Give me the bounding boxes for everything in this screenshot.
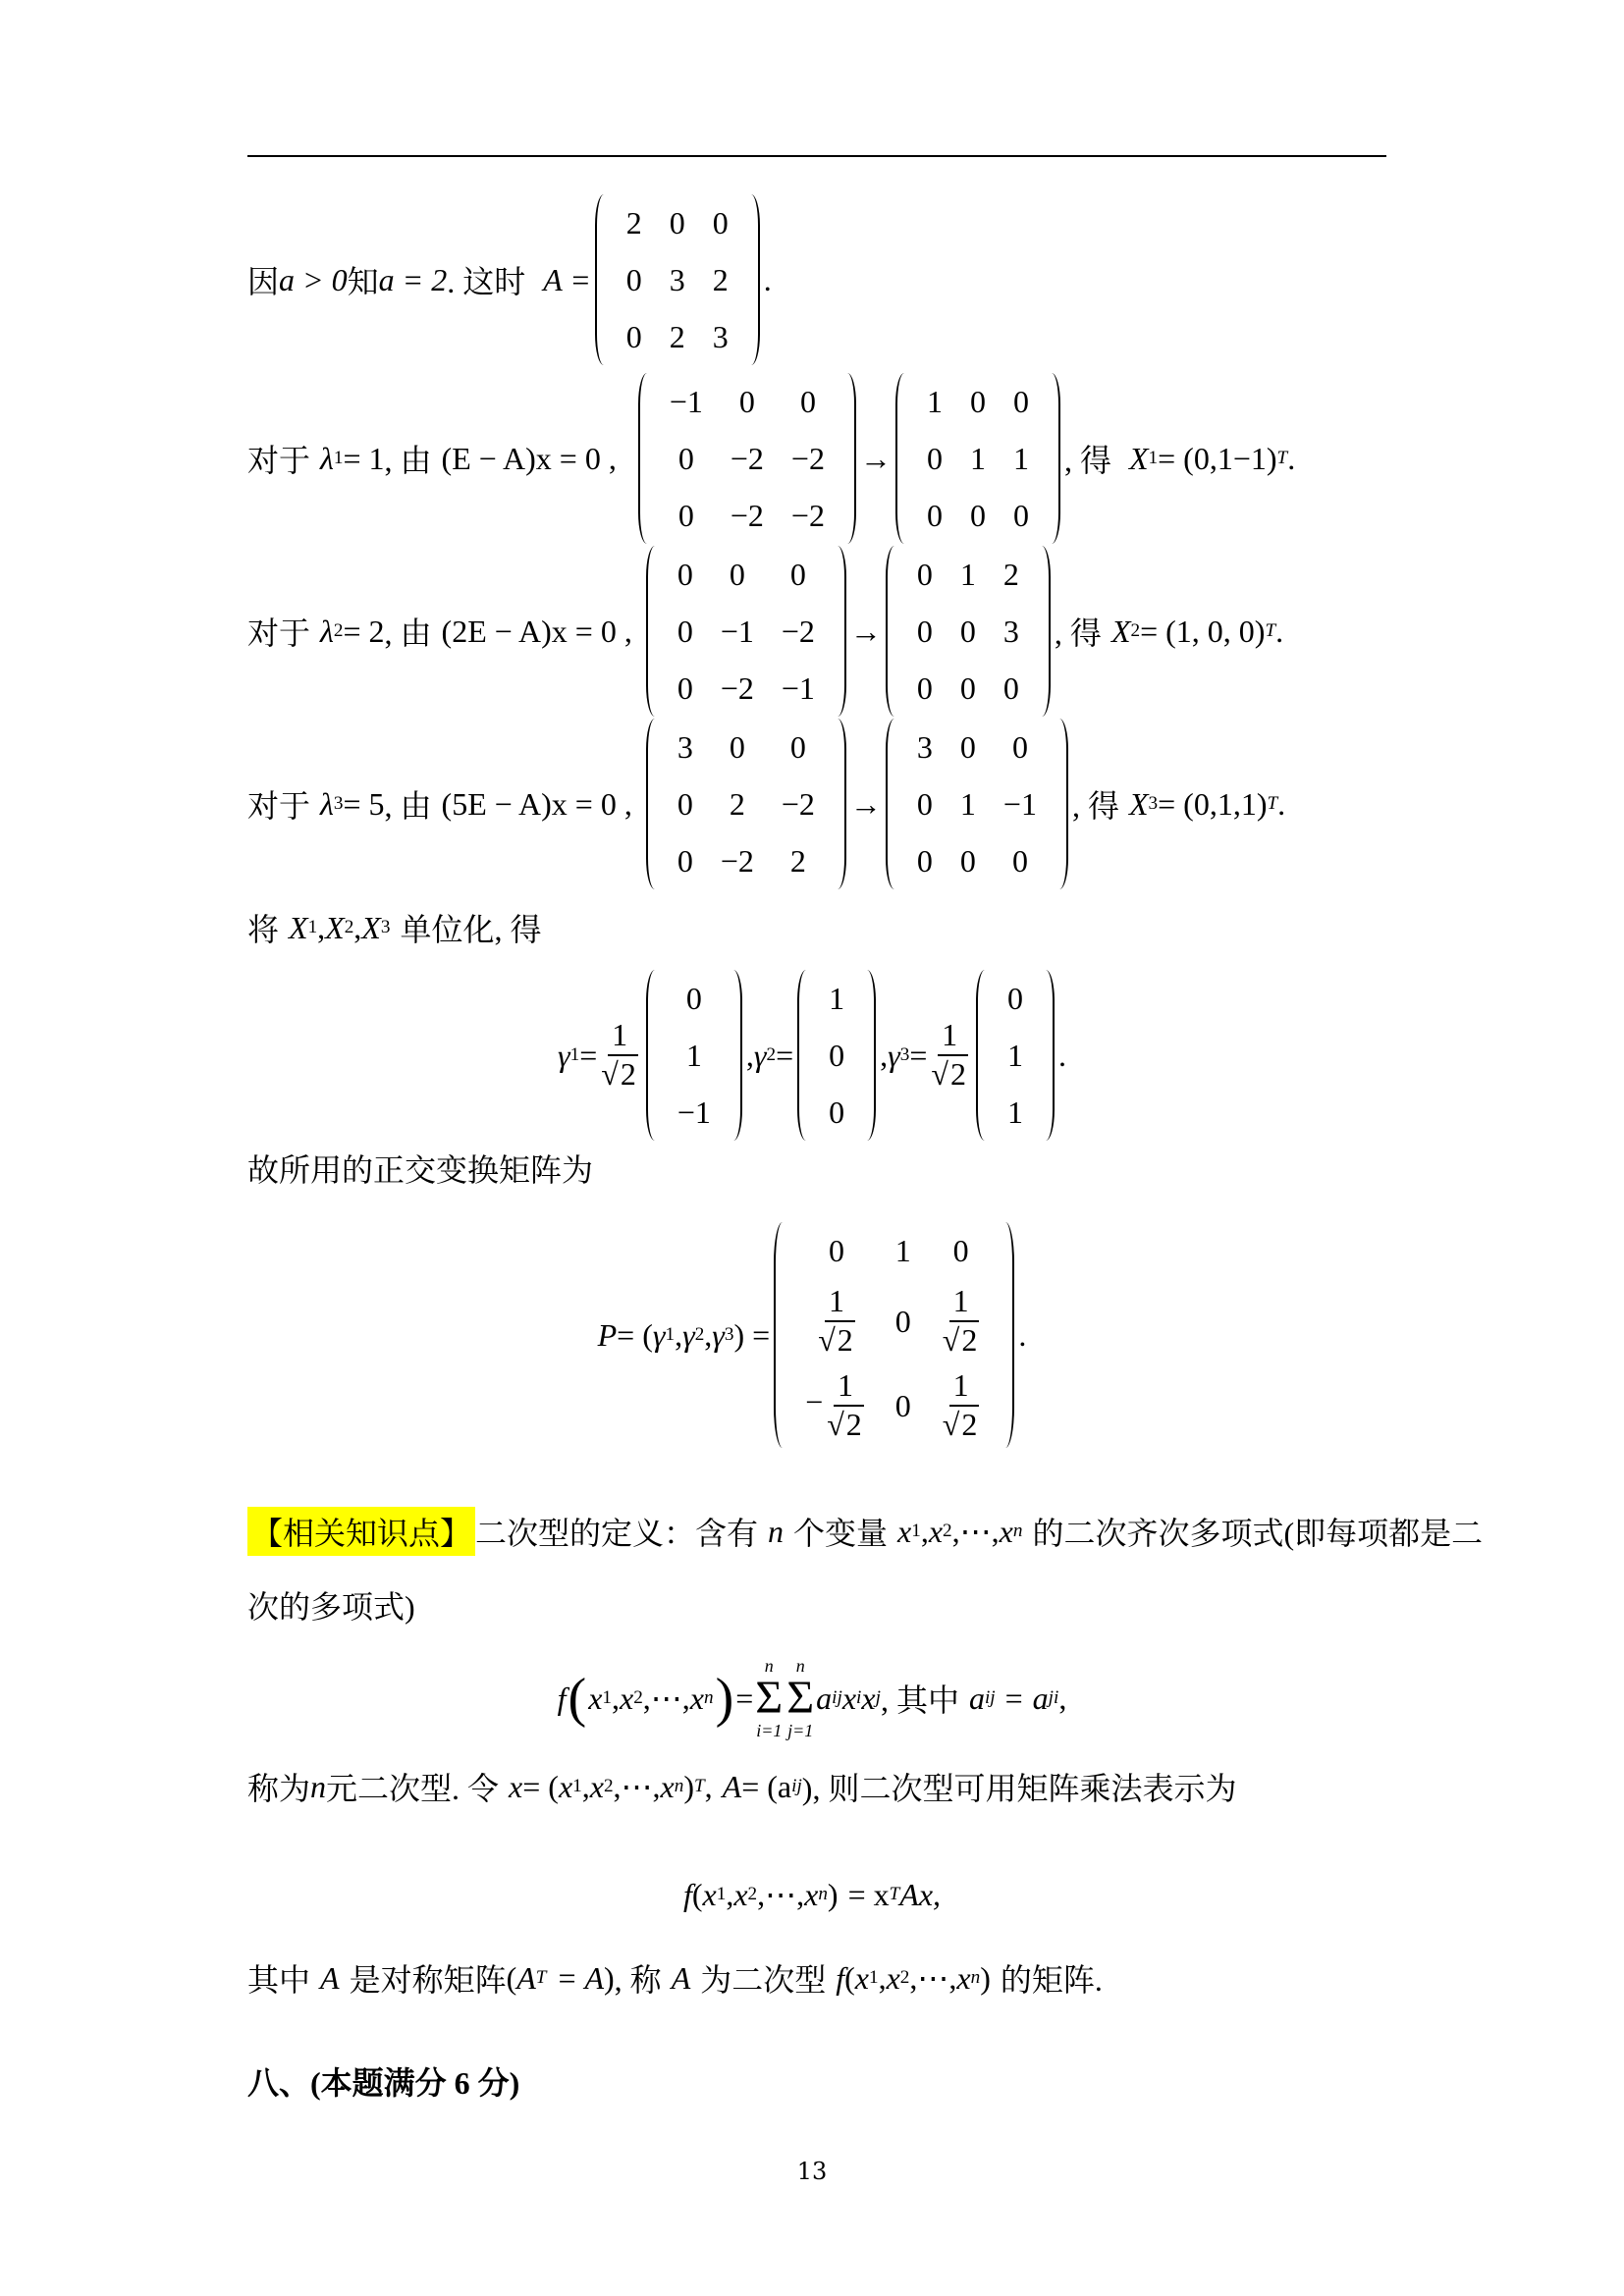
matrix-cell: 0: [729, 556, 745, 592]
header-rule: [247, 155, 1386, 157]
knowledge-tag: 【相关知识点】: [247, 1507, 475, 1556]
matrix-cell: 0: [729, 728, 745, 765]
matrix-cell: 0: [969, 497, 986, 533]
normalize-line: 将 X 1 , X 2 , X 3 单位化, 得: [247, 909, 542, 947]
matrix-e3-a: [646, 719, 846, 889]
matrix-cell: 0: [926, 440, 943, 476]
matrix-cell: 2: [729, 785, 745, 822]
matrix-cell: 1: [969, 440, 986, 476]
matrix-cell: −1: [677, 1094, 711, 1130]
matrix-cell: 1: [1012, 440, 1029, 476]
eigen-row-3: 对于 λ 3 = 5 , 由 (5E − A)x = 0 , 3 0 0 0 2 −2 0 −2 2 → 3 0 0 0 1 −1 0 0 0 , 得 X 3 = (0,1,1) T .: [247, 711, 1285, 897]
matrix-cell: −1: [781, 669, 815, 706]
matrix-e2-a: [646, 546, 846, 717]
matrix-cell: 0: [677, 556, 693, 592]
matrix-cell: 1: [1006, 1037, 1023, 1073]
matrix-cell: 0: [677, 842, 693, 879]
matrix-cell: 0: [926, 497, 943, 533]
knowledge-line: 【相关知识点】 二次型的定义：含有 n 个变量 x 1 , x 2 , ⋯ , x n 的二次齐次多项式(即每项都是二: [247, 1507, 1483, 1556]
symmetric-line: 其中 A 是对称矩阵 ( A T = A ) , 称 A 为二次型 f ( x 1 , x 2 , ⋯ , x n ) 的矩阵.: [247, 1959, 1103, 1998]
matrix-form-equation: f ( x 1 , x 2 , ⋯ , x n ) = x T Ax,: [682, 1876, 942, 1912]
matrix-cell: 1: [1006, 1094, 1023, 1130]
matrix-cell: 0: [789, 556, 806, 592]
matrix-cell: −2: [790, 440, 825, 476]
matrix-cell: 3: [1002, 613, 1019, 649]
page-number: 13: [796, 2158, 828, 2185]
matrix-cell: 2: [1002, 556, 1019, 592]
section-8-heading: 八、(本题满分 6 分): [247, 2065, 520, 2101]
matrix-cell: −1: [720, 613, 754, 649]
matrix-p: 0 1 0 $\frac{1}{√2}$ 0 $\frac{1}{√2}$ − $\frac{1}{√2}$ 0 $\frac{1}{√2}$: [774, 1222, 1014, 1448]
matrix-cell: −1: [1002, 785, 1037, 822]
matrix-cell: 1: [926, 383, 943, 419]
quadratic-form-definition: f ( x 1 , x 2 , ⋯ , x n ) = n Σ i=1 n Σ j=1 a ij x i x j , 其中 a ij = a ji ,: [557, 1656, 1067, 1740]
matrix-e1-b: [895, 373, 1060, 544]
matrix-cell: 0: [677, 613, 693, 649]
matrix-e1-a: [638, 373, 856, 544]
matrix-cell: 2: [625, 204, 642, 240]
matrix-cell: 0: [959, 842, 976, 879]
matrix-cell: 0: [916, 556, 933, 592]
p-matrix-equation: P = ( γ 1 , γ 2 , γ 3 ) = 0 1 0 $\frac{1}{√2}$ 0 $\frac{1}{√2}$ − $\frac{1}{√2}$ 0 $\frac{1}{√2}$ .: [0, 1193, 1624, 1477]
knowledge-line-2: 次的多项式): [247, 1589, 415, 1625]
matrix-cell: 2: [669, 318, 685, 354]
matrix-cell: 0: [916, 842, 933, 879]
matrix-cell: 2: [789, 842, 806, 879]
matrix-cell: 0: [1012, 497, 1029, 533]
matrix-cell: 0: [1006, 980, 1023, 1016]
matrix-cell: −2: [730, 440, 764, 476]
matrix-cell: −2: [730, 497, 764, 533]
matrix-cell: −1: [669, 383, 703, 419]
matrix-cell: 3: [916, 728, 933, 765]
matrix-cell: 0: [1012, 383, 1029, 419]
matrix-e3-b: [886, 719, 1068, 889]
matrix-cell: 0: [1002, 669, 1019, 706]
matrix-e2-b: [886, 546, 1051, 717]
matrix-cell: 0: [789, 728, 806, 765]
gamma-vectors: γ 1 = $\frac{1}{√2}$ 0 1 −1 , γ 2 = 1 0 0 , γ 3 = $\frac{1}{√2}$ 0 1 1 .: [0, 977, 1624, 1134]
matrix-cell: −2: [781, 613, 815, 649]
matrix-cell: 0: [916, 785, 933, 822]
matrix-cell: 1: [959, 785, 976, 822]
matrix-cell: 0: [1011, 842, 1028, 879]
matrix-cell: −2: [720, 669, 754, 706]
matrix-cell: 0: [712, 204, 729, 240]
matrix-cell: 0: [969, 383, 986, 419]
matrix-cell: 0: [677, 440, 694, 476]
matrix-cell: 3: [677, 728, 693, 765]
matrix-cell: 1: [685, 1037, 702, 1073]
matrix-cell: 0: [1011, 728, 1028, 765]
matrix-cell: 0: [677, 497, 694, 533]
n-form-line: 称为 n 元二次型. 令 x = ( x 1 , x 2 , ⋯ , x n ) T , A = (a ij ), 则二次型可用矩阵乘法表示为: [247, 1768, 1237, 1806]
matrix-cell: 0: [625, 318, 642, 354]
matrix-cell: 0: [829, 1037, 845, 1073]
matrix-cell: 3: [712, 318, 729, 354]
matrix-cell: −2: [781, 785, 815, 822]
matrix-cell: 0: [799, 383, 816, 419]
matrix-cell: 0: [916, 669, 933, 706]
matrix-cell: 0: [959, 613, 976, 649]
matrix-cell: 0: [959, 669, 976, 706]
matrix-cell: 0: [677, 785, 693, 822]
matrix-cell: 0: [685, 980, 702, 1016]
matrix-cell: 0: [625, 261, 642, 297]
matrix-cell: −2: [720, 842, 754, 879]
matrix-cell: 0: [738, 383, 755, 419]
eigen-row-1: 对于 λ 1 = 1 , 由 (E − A)x = 0 , −1 0 0 0 −2 −2 0 −2 −2 → 1 0 0 0 1 1 0 0 0 , 得 X 1 = (0,1−1) T .: [247, 365, 1295, 552]
matrix-cell: 2: [712, 261, 729, 297]
ortho-text: 故所用的正交变换矩阵为: [247, 1152, 594, 1188]
matrix-cell: 0: [669, 204, 685, 240]
matrix-cell: 0: [829, 1094, 845, 1130]
matrix-cell: −2: [790, 497, 825, 533]
matrix-cell: 0: [916, 613, 933, 649]
matrix-cell: 1: [959, 556, 976, 592]
line-a-value: 因 a > 0 知 a = 2 . 这时 A = 2 0 0 0 3 2 0 2 3 .: [247, 187, 772, 373]
matrix-cell: 3: [669, 261, 685, 297]
matrix-cell: 1: [829, 980, 845, 1016]
matrix-cell: 0: [677, 669, 693, 706]
matrix-cell: 0: [959, 728, 976, 765]
eigen-row-2: 对于 λ 2 = 2 , 由 (2E − A)x = 0 , 0 0 0 0 −1 −2 0 −2 −1 → 0 1 2 0 0 3 0 0 0 , 得 X 2 = (1, 0, 0) T .: [247, 538, 1283, 724]
matrix-a: [595, 194, 760, 365]
